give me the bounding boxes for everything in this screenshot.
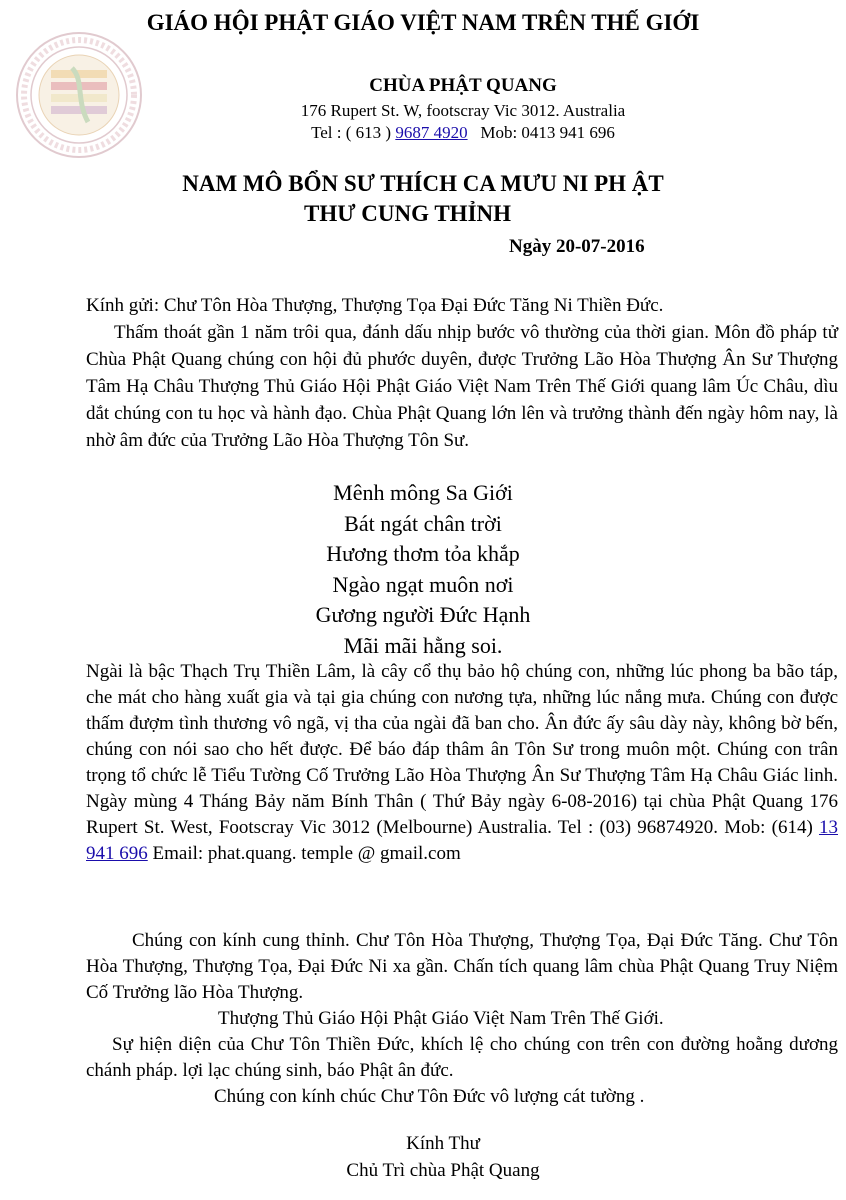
poem-line: Mênh mông Sa Giới xyxy=(333,480,513,505)
poem xyxy=(0,478,846,661)
intro-section xyxy=(86,292,838,454)
wishes-line: Chúng con kính chúc Chư Tôn Đức vô lượng cát tường . xyxy=(214,1086,645,1107)
presence-paragraph: Sự hiện diện của Chư Tôn Thiền Đức, khích lệ cho chúng con trên con đường hoằng dương chánh pháp. lợi lạc chúng sinh, báo Phật ân đức. xyxy=(86,1034,838,1081)
contact-prefix: Tel : (03) 96874920. Mob: (614) xyxy=(557,817,819,838)
invitation-paragraph: Chúng con kính cung thỉnh. Chư Tôn Hòa Thượng, Thượng Tọa, Đại Đức Tăng. Chư Tôn Hòa Thượng, Thượng Tọa, Đại Đức Ni xa gần. Chấn tích quang lâm chùa Phật Quang Truy Niệm Cố Trưởng lão Hòa Thượng. xyxy=(86,930,838,1003)
poem-line: Bát ngát chân trời xyxy=(344,510,502,536)
intro-paragraph: Thấm thoát gần 1 năm trôi qua, đánh dấu nhịp bước vô thường của thời gian. Môn đồ pháp tử Chùa Phật Quang chúng con hội đủ phước duyên, được Trưởng Lão Hòa Thượng Ân Sư Thượng Tâm Hạ Châu Thượng Thủ Giáo Hội Phật Giáo Việt Nam Trên Thế Giới quang lâm Úc Châu, dìu dắt chúng con tu học và hành đạo. Chùa Phật Quang lớn lên và trưởng thành đến ngày hôm nay, là nhờ âm đức của Trưởng Lão Hòa Thượng Tôn Sư. xyxy=(86,322,838,451)
salutation: Kính gửi: Chư Tôn Hòa Thượng, Thượng Tọa Đại Đức Tăng Ni Thiền Đức. xyxy=(86,295,664,316)
body-text: Ngài là bậc Thạch Trụ Thiền Lâm, là cây cổ thụ bảo hộ chúng con, những lúc phong ba bão táp, che mát cho hàng xuất gia và tại gia chúng con nương tựa, những lúc nắng mưa. Chúng con được thấm đượm tình thương vô ngã, vị tha của ngài đã ban cho. Ân đức ấy sâu dày này, không bờ bến, chúng con nói sao cho hết được. Để báo đáp thâm ân Tôn Sư trong muôn một. Chúng con trân trọng tổ chức lễ Tiểu Tường Cố Trưởng Lão Hòa Thượng Ân Sư Thượng Tâm Hạ Châu Giác linh. Ngày mùng 4 Tháng Bảy năm Bính Thân ( Thứ Bảy ngày 6-08-2016) tại chùa Phật Quang 176 Rupert St. West, Footscray Vic 3012 (Melbourne) Australia. xyxy=(86,661,838,838)
temple-name: CHÙA PHẬT QUANG xyxy=(369,75,557,96)
body-section xyxy=(86,659,838,867)
poem-line: Hương thơm tỏa khắp xyxy=(326,541,520,566)
temple-phone xyxy=(40,123,846,143)
closing-greeting: Kính Thư xyxy=(406,1133,480,1154)
phone-link[interactable]: 9687 4920 xyxy=(395,123,468,142)
poem-line: Ngào ngạt muôn nơi xyxy=(332,571,514,597)
poem-line: Gương người Đức Hạnh xyxy=(315,602,531,627)
document-subtitle: THƯ CUNG THỈNH xyxy=(304,201,512,226)
document-title: NAM MÔ BỔN SƯ THÍCH CA MƯU NI PH ẬT xyxy=(182,171,664,196)
closing-section xyxy=(86,928,838,1110)
signer-title: Chủ Trì chùa Phật Quang xyxy=(346,1160,540,1181)
contact-suffix: Email: phat.quang. temple @ gmail.com xyxy=(147,843,461,864)
document-date: Ngày 20-07-2016 xyxy=(509,236,645,257)
body-paragraph xyxy=(86,659,838,867)
temple-address: 176 Rupert St. W, footscray Vic 3012. Australia xyxy=(300,101,626,120)
poem-line: Mãi mãi hằng soi. xyxy=(343,632,503,658)
patriarch-line: Thượng Thủ Giáo Hội Phật Giáo Việt Nam Trên Thế Giới. xyxy=(218,1008,664,1029)
organization-name: GIÁO HỘI PHẬT GIÁO VIỆT NAM TRÊN THẾ GIỚI xyxy=(146,10,700,35)
mobile-link[interactable]: 13 941 696 xyxy=(86,817,838,864)
mobile-number: Mob: 0413 941 696 xyxy=(480,123,615,142)
tel-prefix: Tel : ( 613 ) xyxy=(311,123,396,142)
